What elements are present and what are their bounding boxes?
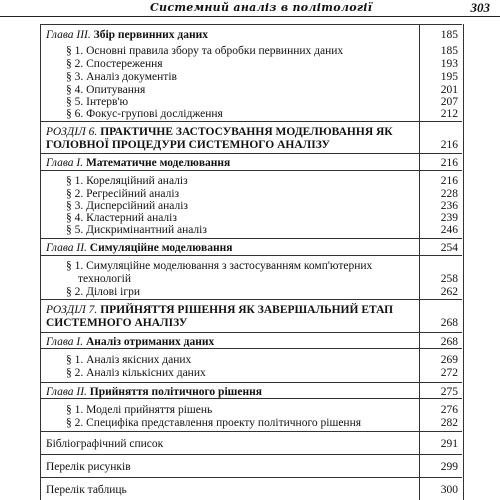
toc-page-number: 258 — [440, 273, 458, 285]
toc-divider — [40, 153, 462, 154]
toc-page-number: 282 — [440, 417, 458, 429]
toc-page-number: 216 — [440, 139, 458, 151]
toc-page-number: 275 — [440, 386, 458, 398]
toc-page-number: 269 — [440, 354, 458, 366]
toc-page-number: 276 — [440, 404, 458, 416]
section-title: § 4. Кластерний аналіз — [66, 212, 177, 224]
section-title: § 3. Аналіз документів — [66, 71, 177, 83]
toc-divider — [40, 170, 462, 171]
toc-page-number: 262 — [440, 286, 458, 298]
section-title: § 1. Аналіз якісних даних — [66, 354, 192, 366]
toc-page-number: 216 — [440, 175, 458, 187]
toc-page-number: 268 — [440, 336, 458, 348]
part-title: ПРИЙНЯТТЯ РІШЕННЯ ЯК ЗАВЕРШАЛЬНИЙ ЕТАП СИСТЕМНОГО АНАЛІЗУ — [46, 304, 394, 329]
toc-page-number: 239 — [440, 212, 458, 224]
chapter-label: Глава ІІІ. — [46, 29, 91, 41]
section-title: § 2. Специфіка представлення проекту політичного рішення — [66, 417, 362, 429]
toc-divider — [40, 477, 462, 478]
toc-page-number: 246 — [440, 224, 458, 236]
toc-divider — [40, 255, 462, 256]
toc-divider — [40, 454, 462, 455]
toc-page-number: 299 — [440, 461, 458, 473]
section-title: § 1. Кореляційний аналіз — [66, 175, 188, 187]
entry-title: Перелік рисунків — [46, 461, 131, 473]
toc-divider — [40, 332, 462, 333]
toc-page-number: 185 — [440, 45, 458, 57]
section-title: § 5. Дискримінантний аналіз — [66, 224, 207, 236]
section-title: § 5. Інтерв'ю — [66, 96, 129, 108]
toc-page-number: 212 — [440, 108, 458, 120]
toc-page-number: 207 — [440, 96, 458, 108]
chapter-label: Глава ІІ. — [46, 242, 87, 254]
toc-page-number: 236 — [440, 200, 458, 212]
section-title: § 4. Опитування — [66, 84, 146, 96]
toc-page-number: 300 — [440, 484, 458, 496]
chapter-title: Симуляційне моделювання — [89, 242, 233, 254]
page-number-column-rule — [419, 24, 420, 500]
running-header-title: Системний аналіз в політології — [150, 1, 373, 14]
chapter-title: Прийняття політичного рішення — [89, 386, 262, 398]
toc-divider — [40, 121, 462, 122]
toc-page-number: 228 — [440, 188, 458, 200]
section-title: § 1. Моделі прийняття рішень — [66, 404, 213, 416]
chapter-label: Глава І. — [46, 157, 84, 169]
toc-divider — [40, 382, 462, 383]
chapter-label: Глава І. — [46, 336, 84, 348]
toc-page-number: 291 — [440, 438, 458, 450]
entry-title: Перелік таблиць — [46, 484, 127, 496]
toc-page-number: 268 — [440, 317, 458, 329]
entry-title: Бібліографічний список — [46, 438, 164, 450]
part-title: ПРАКТИЧНЕ ЗАСТОСУВАННЯ МОДЕЛЮВАННЯ ЯК ГОЛОВНОЇ ПРОЦЕДУРИ СИСТЕМНОГО АНАЛІЗУ — [46, 126, 393, 151]
toc-page-number: 201 — [440, 84, 458, 96]
section-title: § 2. Ділові ігри — [66, 286, 140, 298]
toc-page-number: 195 — [440, 71, 458, 83]
toc-divider — [40, 24, 462, 25]
running-header — [0, 0, 500, 17]
section-title: § 2. Аналіз кількісних даних — [66, 367, 206, 379]
part-label: РОЗДІЛ 7. — [46, 304, 98, 316]
section-title: § 6. Фокус-групові дослідження — [66, 108, 223, 120]
section-title: § 2. Спостереження — [66, 58, 163, 70]
page-number: 303 — [470, 0, 490, 15]
section-title: § 3. Дисперсійний аналіз — [66, 200, 188, 212]
toc-divider — [40, 299, 462, 300]
chapter-label: Глава ІІ. — [46, 386, 87, 398]
toc-page-number: 185 — [440, 29, 458, 41]
chapter-title: Аналіз отриманих даних — [85, 336, 215, 348]
toc-divider — [40, 431, 462, 432]
part-label: РОЗДІЛ 6. — [46, 126, 98, 138]
toc-page-number: 272 — [440, 367, 458, 379]
toc-divider — [40, 238, 462, 239]
section-title: § 2. Регресійний аналіз — [66, 188, 180, 200]
toc-page-number: 193 — [440, 58, 458, 70]
section-title: § 1. Основні правила збору та обробки первинних даних — [66, 45, 344, 57]
toc-page-number: 216 — [440, 157, 458, 169]
chapter-title: Збір первинних даних — [93, 29, 208, 41]
toc-page-number: 254 — [440, 242, 458, 254]
section-title: § 1. Симуляційне моделювання з застосуванням комп'ютерних технологій — [66, 260, 373, 285]
chapter-title: Математичне моделювання — [85, 157, 231, 169]
